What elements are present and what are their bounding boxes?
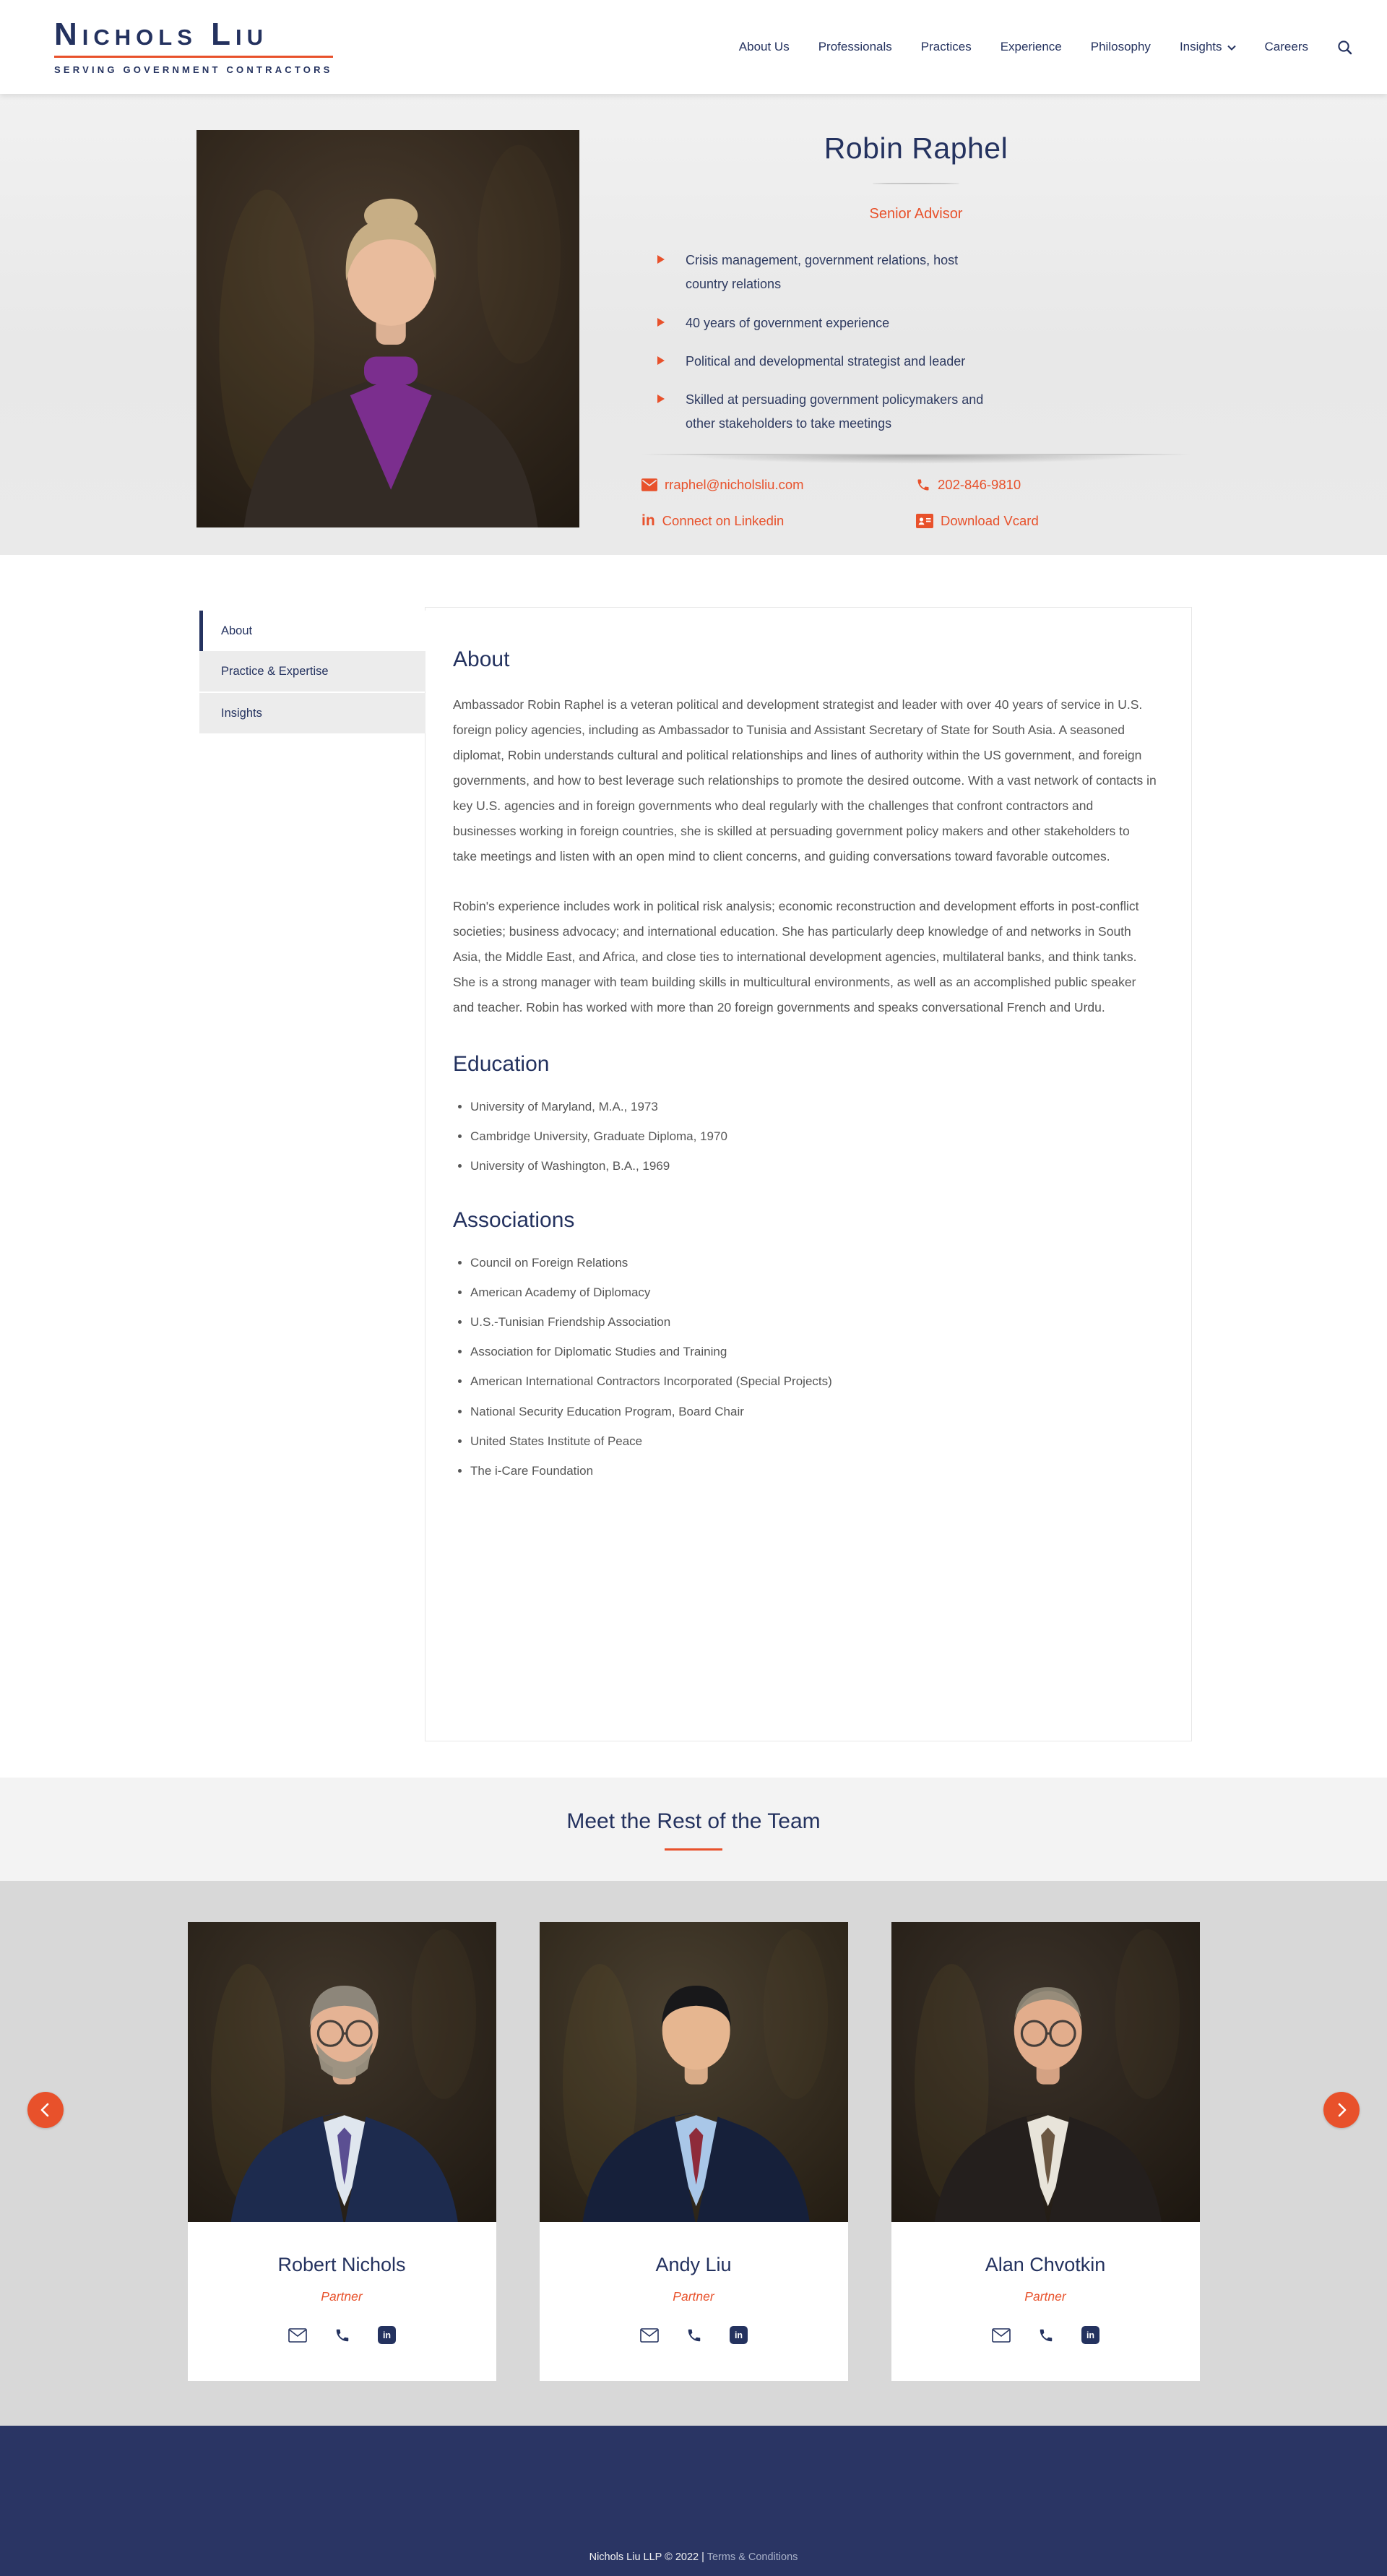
nav-item-label: Philosophy: [1090, 40, 1151, 53]
list-item: • American Academy of Diplomacy: [470, 1283, 1157, 1302]
team-member-role: Partner: [1024, 2289, 1066, 2304]
contact-label: Connect on Linkedin: [662, 512, 785, 528]
email-icon[interactable]: [992, 2326, 1011, 2344]
team-heading-underline: [665, 1848, 722, 1851]
list-item: • University of Washington, B.A., 1969: [470, 1156, 1157, 1176]
chevron-right-icon[interactable]: [1323, 2092, 1360, 2128]
about-paragraph: Ambassador Robin Raphel is a veteran political and development strategist and leader with over 40 years of service in U.S. foreign policy agencies, including as Ambassador to Tunisia and Assistant Secretary of State for South Asia. A seasoned diplomat, Robin understands cultural and political relationships and lines of authority within the US government, and foreign governments, and how to best leverage such relationships to promote the desired outcome. With a vast network of contacts in key U.S. agencies and in foreign governments who deal regularly with the challenges that confront contractors and businesses working in foreign countries, she is skilled at persuading government policy makers and other stakeholders to take meetings and listen with an open mind to client concerns, and guiding conversations toward favorable outcomes.: [453, 697, 1157, 863]
nav-item-label: Insights: [1179, 40, 1222, 53]
bullet-arrow-icon: [657, 356, 665, 365]
linkedin-icon[interactable]: [378, 2326, 396, 2344]
logo-title: Nichols Liu: [54, 17, 268, 52]
terms-link[interactable]: Terms & Conditions: [707, 2551, 798, 2563]
email-icon[interactable]: [288, 2326, 307, 2344]
highlight-list: [657, 249, 1191, 436]
bullet-arrow-icon: [657, 395, 665, 403]
bio-tabs: [199, 611, 425, 735]
team-section: [0, 1778, 1387, 2426]
svg-text:in: in: [734, 2330, 743, 2341]
svg-text:in: in: [382, 2330, 391, 2341]
envelope-icon: [641, 478, 657, 491]
main-nav: [739, 40, 1352, 55]
email-icon[interactable]: [640, 2326, 659, 2344]
list-item: • The i-Care Foundation: [470, 1461, 1157, 1481]
bullet-arrow-icon: [657, 255, 665, 264]
copyright: Nichols Liu LLP © 2022: [589, 2551, 699, 2563]
chevron-left-icon[interactable]: [27, 2092, 64, 2128]
contact-label: rraphel@nicholsliu.com: [665, 476, 804, 492]
highlight-item: Political and developmental strategist and leader: [657, 350, 997, 374]
nav-item-practices[interactable]: [921, 40, 972, 54]
about-paragraph: Robin's experience includes work in political risk analysis; economic reconstruction and development efforts in post-conflict societies; business advocacy; and international education. She has particularly deep knowledge of and networks in South Asia, the Middle East, and Africa, and close ties to international development agencies, multilateral banks, and think tanks. She is a strong manager with team building skills in multicultural environments, as well as an accomplished public speaker and teacher. Robin has worked with more than 20 foreign governments and speaks conversational French and Urdu.: [453, 899, 1139, 1015]
linkedin-icon: in: [641, 512, 655, 530]
nav-item-label: Experience: [1000, 40, 1062, 53]
bio-panel: [221, 607, 1192, 1741]
associations-list: [470, 1253, 1157, 1481]
team-member-name[interactable]: Andy Liu: [655, 2254, 732, 2275]
tab-insights[interactable]: Insights: [199, 693, 425, 733]
nav-item-about-us[interactable]: [739, 40, 790, 54]
team-member-contacts: [188, 2326, 496, 2344]
contact-label: Download Vcard: [941, 512, 1039, 528]
nav-item-experience[interactable]: [1001, 40, 1062, 54]
contact-link-connect-on-linkedin[interactable]: [641, 513, 916, 529]
highlight-item: Crisis management, government relations, host country relations: [657, 249, 997, 297]
team-member-name[interactable]: Robert Nichols: [277, 2254, 406, 2275]
nav-item-insights[interactable]: [1180, 40, 1236, 54]
list-item: • Cambridge University, Graduate Diploma, 1970: [470, 1127, 1157, 1146]
linkedin-icon[interactable]: [1081, 2326, 1099, 2344]
associations-heading: Associations: [453, 1207, 575, 1232]
name-divider: [873, 183, 959, 184]
highlight-item: 40 years of government experience: [657, 311, 997, 335]
vcard-icon: [916, 514, 933, 528]
profile-role: Senior Advisor: [869, 206, 963, 222]
team-heading: Meet the Rest of the Team: [566, 1809, 821, 1833]
phone-icon[interactable]: [334, 2326, 350, 2344]
search-icon[interactable]: [1337, 40, 1352, 55]
nav-item-professionals[interactable]: [818, 40, 892, 54]
team-member-photo[interactable]: [188, 1922, 496, 2222]
nav-item-label: Practices: [920, 40, 972, 53]
phone-icon[interactable]: [686, 2326, 702, 2344]
logo-underline: [54, 56, 333, 58]
tab-practice-expertise[interactable]: Practice & Expertise: [199, 651, 425, 692]
team-member-role: Partner: [321, 2289, 363, 2304]
team-card-alan-chvotkin: [891, 1922, 1200, 2381]
bullet-arrow-icon: [657, 318, 665, 327]
profile-hero: [0, 94, 1387, 555]
logo-tagline: SERVING GOVERNMENT CONTRACTORS: [54, 64, 333, 75]
tab-about[interactable]: About: [199, 611, 425, 651]
nav-item-careers[interactable]: [1265, 40, 1308, 54]
team-member-name[interactable]: Alan Chvotkin: [985, 2254, 1106, 2275]
site-header: [0, 0, 1387, 94]
nav-item-label: Professionals: [818, 40, 892, 53]
education-list: [470, 1097, 1157, 1176]
list-item: • University of Maryland, M.A., 1973: [470, 1097, 1157, 1116]
team-carousel: [0, 1881, 1387, 2426]
phone-icon[interactable]: [1038, 2326, 1054, 2344]
phone-icon: [916, 478, 930, 492]
profile-photo: [196, 130, 579, 527]
contact-links: [641, 477, 1191, 529]
about-heading: About: [453, 647, 510, 671]
list-item: • National Security Education Program, Board Chair: [470, 1402, 1157, 1421]
team-member-photo[interactable]: [891, 1922, 1200, 2222]
education-heading: Education: [453, 1052, 550, 1076]
footer-separator: |: [701, 2551, 704, 2563]
chevron-down-icon: [1227, 40, 1236, 54]
team-card-robert-nichols: [188, 1922, 496, 2381]
nav-item-label: Careers: [1264, 40, 1308, 53]
contact-link-rraphel-nicholsliu-com[interactable]: [641, 477, 916, 493]
contact-label: 202-846-9810: [938, 476, 1021, 492]
linkedin-icon[interactable]: [730, 2326, 748, 2344]
nav-item-label: About Us: [738, 40, 790, 53]
list-item: • American International Contractors Incorporated (Special Projects): [470, 1371, 1157, 1391]
profile-name: Robin Raphel: [824, 132, 1008, 165]
team-member-contacts: [891, 2326, 1200, 2344]
team-member-photo[interactable]: [540, 1922, 848, 2222]
logo[interactable]: [54, 19, 333, 75]
contact-link-202-846-9810[interactable]: [916, 477, 1191, 493]
bio-section: [0, 555, 1387, 1778]
highlight-item: Skilled at persuading government policymakers and other stakeholders to take meetings: [657, 388, 997, 436]
list-item: • Council on Foreign Relations: [470, 1253, 1157, 1272]
site-footer: [0, 2426, 1387, 2576]
list-item: • Association for Diplomatic Studies and Training: [470, 1342, 1157, 1361]
svg-text:in: in: [1086, 2330, 1094, 2341]
team-member-contacts: [540, 2326, 848, 2344]
contact-link-download-vcard[interactable]: [916, 513, 1191, 529]
list-item: • United States Institute of Peace: [470, 1431, 1157, 1451]
nav-item-philosophy[interactable]: [1091, 40, 1151, 54]
list-item: • U.S.-Tunisian Friendship Association: [470, 1312, 1157, 1332]
team-member-role: Partner: [673, 2289, 714, 2304]
contact-divider: [641, 454, 1191, 455]
team-card-andy-liu: [540, 1922, 848, 2381]
